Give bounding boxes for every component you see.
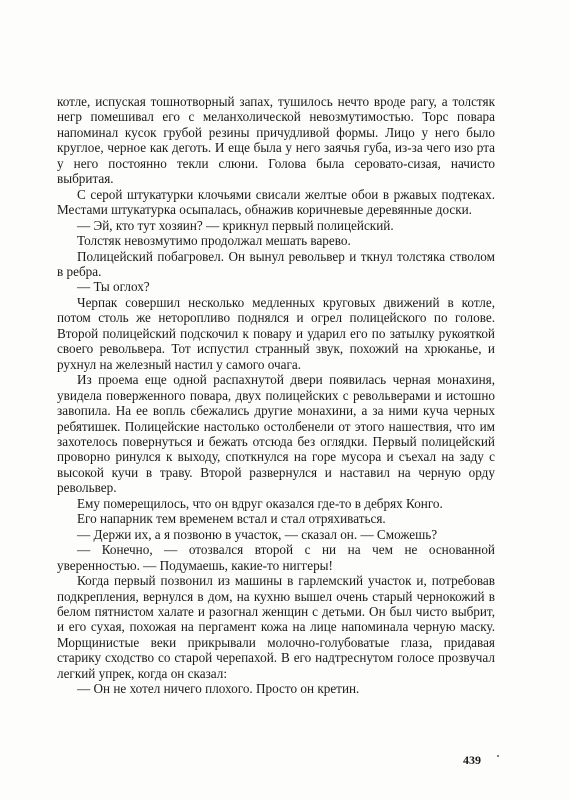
paragraph: Полицейский побагровел. Он вынул револьвер и ткнул толстяка стволом в ребра.: [57, 248, 495, 279]
paragraph: Ему померещилось, что он вдруг оказался где-то в дебрях Конго.: [77, 495, 443, 511]
paragraph: — Он не хотел ничего плохого. Просто он кретин.: [77, 681, 360, 697]
paragraph: Из проема еще одной распахнутой двери появилась черная монахиня, увидела поверженного повара, двух полицейских с револьверами и истошно завопила. На ее вопль сбежались другие монахини, а за ними куча черных ребятишек. Полицейские настолько остолбенели от этого нашествия, что им захотелось повернуться и бежать отсюда без оглядки. Первый полицейский проворно ринулся к выходу, споткнулся на горе мусора и съехал на заду с высокой кучи в траву. Второй развернулся и наставил на черную орду револьвер.: [57, 372, 495, 496]
paragraph: Толстяк невозмутимо продолжал мешать варево.: [77, 233, 351, 249]
scan-speck: [497, 755, 499, 757]
paragraph: С серой штукатурки клочьями свисали желтые обои в ржавых подтеках. Местами штукатурка осыпалась, обнажив коричневые деревянные доски.: [57, 186, 495, 218]
body-text: [57, 94, 495, 697]
paragraph: Черпак совершил несколько медленных круговых движений в котле, потом столь же неторопливо поднялся и огрел полицейского по голове. Второй полицейский подскочил к повару и ударил его по затылку рукояткой своего револьвера. Тот испустил странный звук, похожий на хрюканье, и рухнул на железный настил у самого очага.: [57, 294, 495, 372]
paragraph: Когда первый позвонил из машины в гарлемский участок и, потребовав подкрепления, вернулся в дом, на кухню вышел очень старый чернокожий в белом пятнистом халате и разогнал женщин с детьми. Он был чисто выбрит, и его сухая, похожая на пергамент кожа на лице напоминала черную маску. Морщинистые веки прикрывали молочно-голубоватые глаза, придавая старику сходство со старой черепахой. В его надтреснутом голосе прозвучал легкий упрек, когда он сказал:: [57, 573, 495, 681]
paragraph: котле, испуская тошнотворный запах, тушилось нечто вроде рагу, а толстяк негр помешивал его с меланхолической невозмутимостью. Торс повара напоминал кусок грубой резины причудливой формы. Лицо у него было круглое, черное как деготь. И еще была у него заячья губа, из-за чего изо рта у него постоянно текли слюни. Голова была серовато-сизая, начисто выбритая.: [57, 94, 495, 187]
paragraph: Его напарник тем временем встал и стал отряхиваться.: [77, 511, 386, 527]
paragraph: — Ты оглох?: [77, 279, 150, 295]
paragraph: — Конечно, — отозвался второй с ни на чем не основанной уверенностью. — Подумаешь, какие-то ниггеры!: [57, 542, 495, 573]
page-number: 439: [463, 753, 481, 767]
paragraph: — Держи их, а я позвоню в участок, — сказал он. — Сможешь?: [77, 526, 438, 542]
paragraph: — Эй, кто тут хозяин? — крикнул первый полицейский.: [77, 217, 394, 233]
